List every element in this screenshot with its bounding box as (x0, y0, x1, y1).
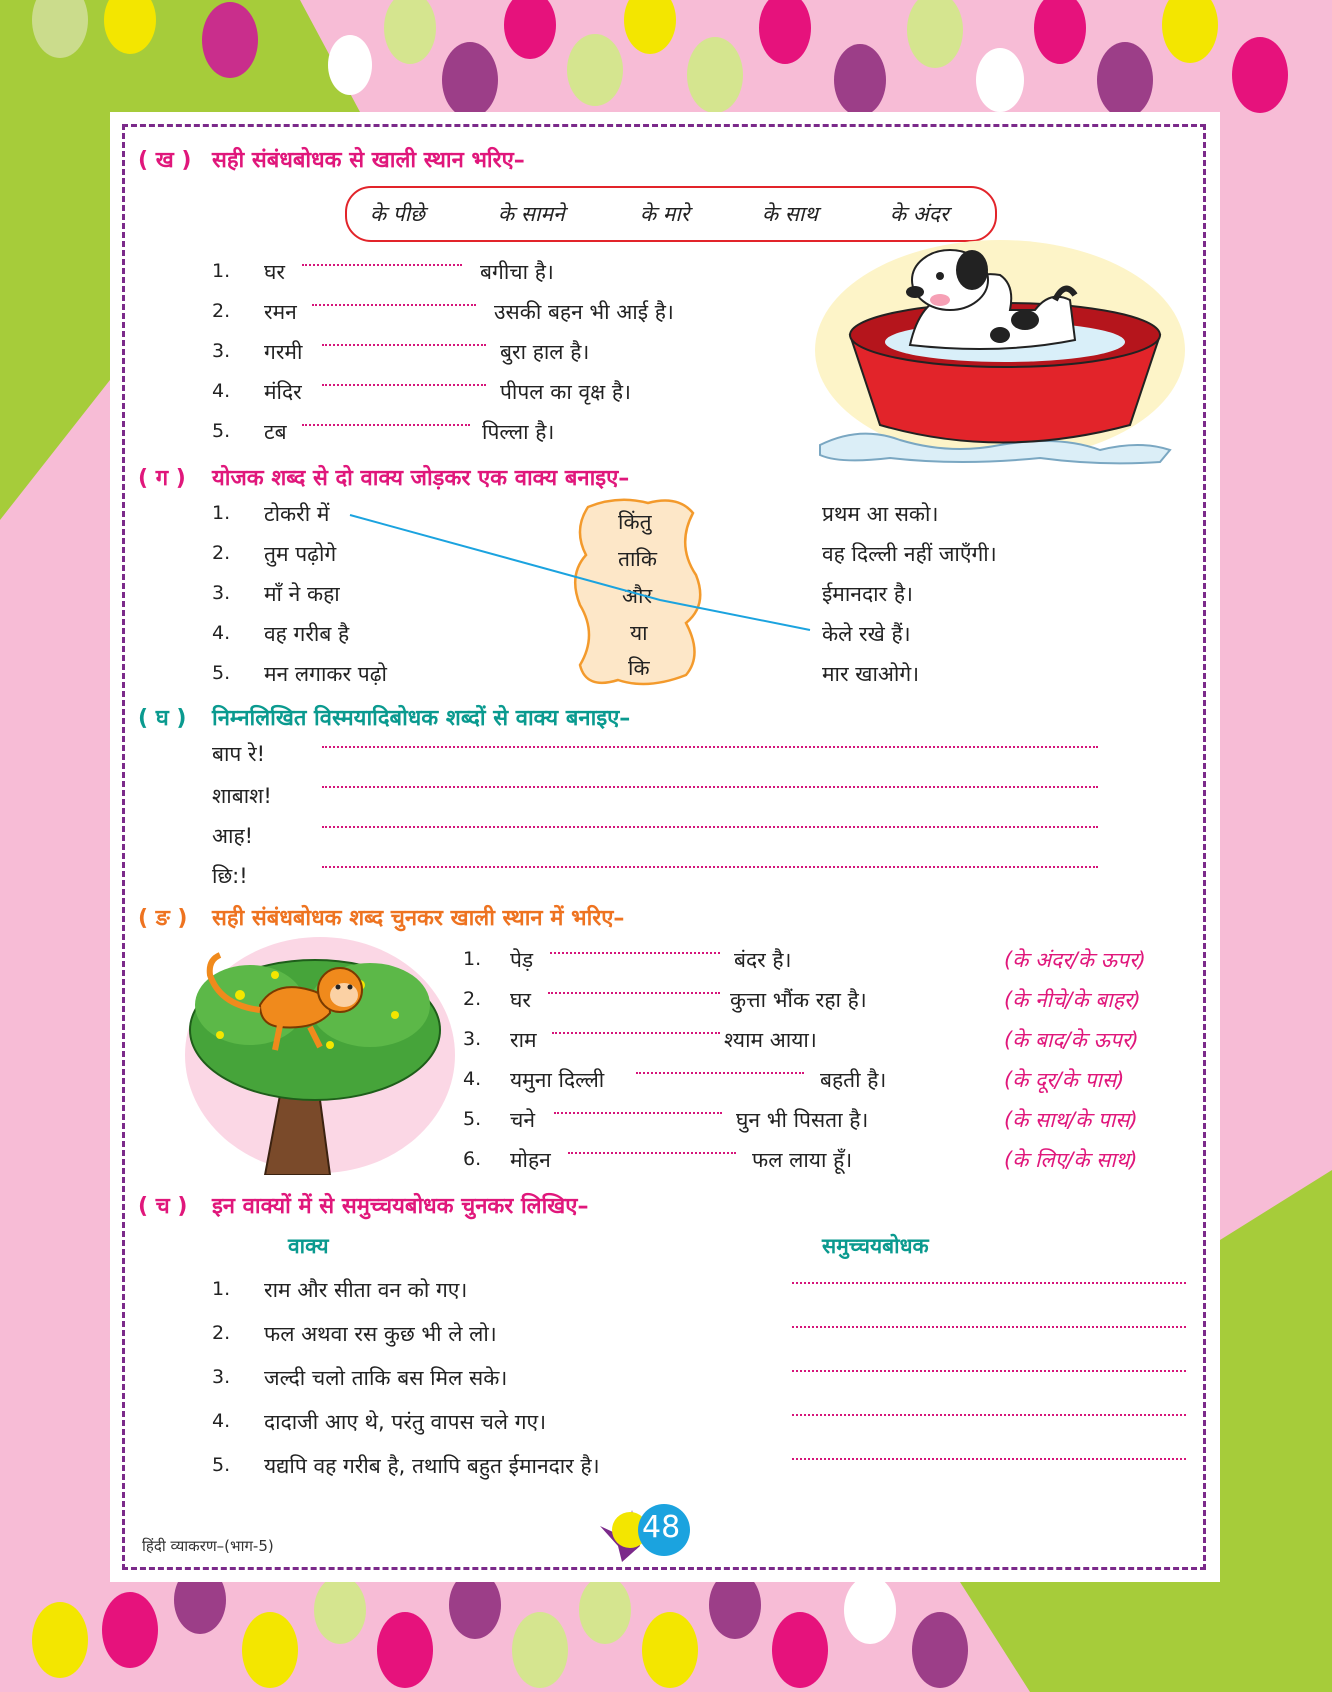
item-before: राम (510, 1028, 537, 1052)
section-cha-marker: ( च ) (138, 1194, 188, 1219)
section-cha-title: इन वाक्यों में से समुच्चयबोधक चुनकर लिखिए– (212, 1194, 589, 1219)
answer-line-4[interactable] (322, 866, 1098, 868)
blank-line[interactable] (568, 1152, 736, 1154)
book-title-footer: हिंदी व्याकरण–(भाग-5) (142, 1537, 274, 1555)
item-after: श्याम आया। (724, 1028, 817, 1052)
answer-line[interactable] (792, 1370, 1186, 1372)
blank-line[interactable] (322, 384, 486, 386)
item-number: 4. (212, 380, 231, 402)
item-after: बुरा हाल है। (500, 340, 590, 364)
ga-left-num-3: 3. (212, 582, 231, 604)
blank-line[interactable] (552, 1032, 720, 1034)
exclamation-4: छि:! (212, 864, 248, 888)
item-before: मंदिर (264, 380, 302, 404)
connector-4: या (630, 621, 648, 645)
item-number: 4. (463, 1068, 482, 1090)
item-sentence: फल अथवा रस कुछ भी ले लो। (264, 1322, 497, 1346)
ga-right-1: प्रथम आ सको। (822, 502, 939, 526)
answer-line-1[interactable] (322, 746, 1098, 748)
item-hint: (के लिए/के साथ) (1004, 1148, 1138, 1172)
item-number: 4. (212, 1410, 231, 1432)
section-kha-marker: ( ख ) (138, 148, 192, 173)
blank-line[interactable] (548, 992, 720, 994)
column-header-sentence: वाक्य (288, 1234, 329, 1258)
ga-left-1: टोकरी में (264, 502, 330, 526)
item-after: फल लाया हूँ। (752, 1148, 853, 1172)
item-sentence: यद्यपि वह गरीब है, तथापि बहुत ईमानदार है। (264, 1454, 600, 1478)
item-hint: (के बाद/के ऊपर) (1004, 1028, 1139, 1052)
item-after: बंदर है। (734, 948, 792, 972)
monkey-in-tree-illustration (180, 935, 455, 1175)
blank-line[interactable] (302, 424, 470, 426)
section-ga-title: योजक शब्द से दो वाक्य जोड़कर एक वाक्य बनाइए– (212, 466, 630, 491)
connector-2: ताकि (618, 547, 657, 571)
answer-line[interactable] (792, 1282, 1186, 1284)
item-before: घर (510, 988, 531, 1012)
item-after: उसकी बहन भी आई है। (494, 300, 674, 324)
item-number: 5. (212, 420, 231, 442)
item-sentence: राम और सीता वन को गए। (264, 1278, 468, 1302)
section-kha-title: सही संबंधबोधक से खाली स्थान भरिए– (212, 148, 525, 173)
item-number: 1. (463, 948, 482, 970)
puppy-in-tub-illustration (800, 240, 1190, 470)
item-number: 5. (212, 1454, 231, 1476)
option-5: के अंदर (890, 202, 949, 226)
item-number: 1. (212, 1278, 231, 1300)
ga-left-3: माँ ने कहा (264, 582, 340, 606)
connector-5: कि (628, 656, 650, 680)
item-before: मोहन (510, 1148, 551, 1172)
ga-left-num-5: 5. (212, 662, 231, 684)
option-2: के सामने (498, 202, 565, 226)
item-after: बगीचा है। (480, 260, 554, 284)
ga-right-2: वह दिल्ली नहीं जाएँगी। (822, 542, 997, 566)
section-gha-marker: ( घ ) (138, 706, 187, 731)
section-ga-marker: ( ग ) (138, 466, 186, 491)
item-hint: (के अंदर/के ऊपर) (1004, 948, 1146, 972)
item-after: पिल्ला है। (482, 420, 555, 444)
ga-right-4: केले रखे हैं। (822, 622, 911, 646)
item-after: घुन भी पिसता है। (736, 1108, 869, 1132)
ga-right-3: ईमानदार है। (822, 582, 913, 606)
item-number: 3. (463, 1028, 482, 1050)
blank-line[interactable] (312, 304, 476, 306)
option-4: के साथ (762, 202, 818, 226)
item-before: टब (264, 420, 287, 444)
blank-line[interactable] (322, 344, 486, 346)
item-before: गरमी (264, 340, 303, 364)
item-number: 5. (463, 1108, 482, 1130)
item-after: बहती है। (820, 1068, 887, 1092)
item-before: घर (264, 260, 285, 284)
item-before: रमन (264, 300, 297, 324)
item-after: पीपल का वृक्ष है। (500, 380, 631, 404)
column-header-conjunction: समुच्चयबोधक (822, 1234, 929, 1258)
blank-line[interactable] (636, 1072, 804, 1074)
answer-line-2[interactable] (322, 786, 1098, 788)
ga-left-2: तुम पढ़ोगे (264, 542, 337, 566)
item-before: चने (510, 1108, 535, 1132)
page-number: 48 (642, 1510, 681, 1545)
ga-left-5: मन लगाकर पढ़ो (264, 662, 387, 686)
item-hint: (के दूर/के पास) (1004, 1068, 1125, 1092)
item-before: यमुना दिल्ली (510, 1068, 605, 1092)
item-hint: (के साथ/के पास) (1004, 1108, 1138, 1132)
item-number: 2. (212, 300, 231, 322)
connector-1: किंतु (618, 510, 652, 534)
blank-line[interactable] (550, 952, 720, 954)
item-number: 1. (212, 260, 231, 282)
exclamation-1: बाप रे! (212, 742, 266, 766)
item-hint: (के नीचे/के बाहर) (1004, 988, 1141, 1012)
answer-line[interactable] (792, 1458, 1186, 1460)
matching-line-example (340, 505, 830, 635)
item-after: कुत्ता भौंक रहा है। (730, 988, 867, 1012)
section-gha-title: निम्नलिखित विस्मयादिबोधक शब्दों से वाक्य बनाइए– (212, 706, 631, 731)
blank-line[interactable] (302, 264, 462, 266)
exclamation-3: आह! (212, 824, 254, 848)
item-sentence: दादाजी आए थे, परंतु वापस चले गए। (264, 1410, 547, 1434)
item-number: 2. (212, 1322, 231, 1344)
ga-left-4: वह गरीब है (264, 622, 350, 646)
option-3: के मारे (640, 202, 690, 226)
exclamation-2: शाबाश! (212, 784, 272, 808)
connector-3: और (622, 584, 653, 608)
option-1: के पीछे (370, 202, 425, 226)
section-nga-title: सही संबंधबोधक शब्द चुनकर खाली स्थान में भरिए– (212, 906, 625, 931)
item-number: 3. (212, 340, 231, 362)
item-before: पेड़ (510, 948, 534, 972)
item-number: 2. (463, 988, 482, 1010)
answer-line[interactable] (792, 1414, 1186, 1416)
ga-left-num-4: 4. (212, 622, 231, 644)
answer-line[interactable] (792, 1326, 1186, 1328)
item-sentence: जल्दी चलो ताकि बस मिल सके। (264, 1366, 508, 1390)
ga-left-num-1: 1. (212, 502, 231, 524)
blank-line[interactable] (554, 1112, 722, 1114)
section-nga-marker: ( ङ ) (138, 906, 188, 931)
ga-right-5: मार खाओगे। (822, 662, 920, 686)
item-number: 3. (212, 1366, 231, 1388)
item-number: 6. (463, 1148, 482, 1170)
ga-left-num-2: 2. (212, 542, 231, 564)
answer-line-3[interactable] (322, 826, 1098, 828)
